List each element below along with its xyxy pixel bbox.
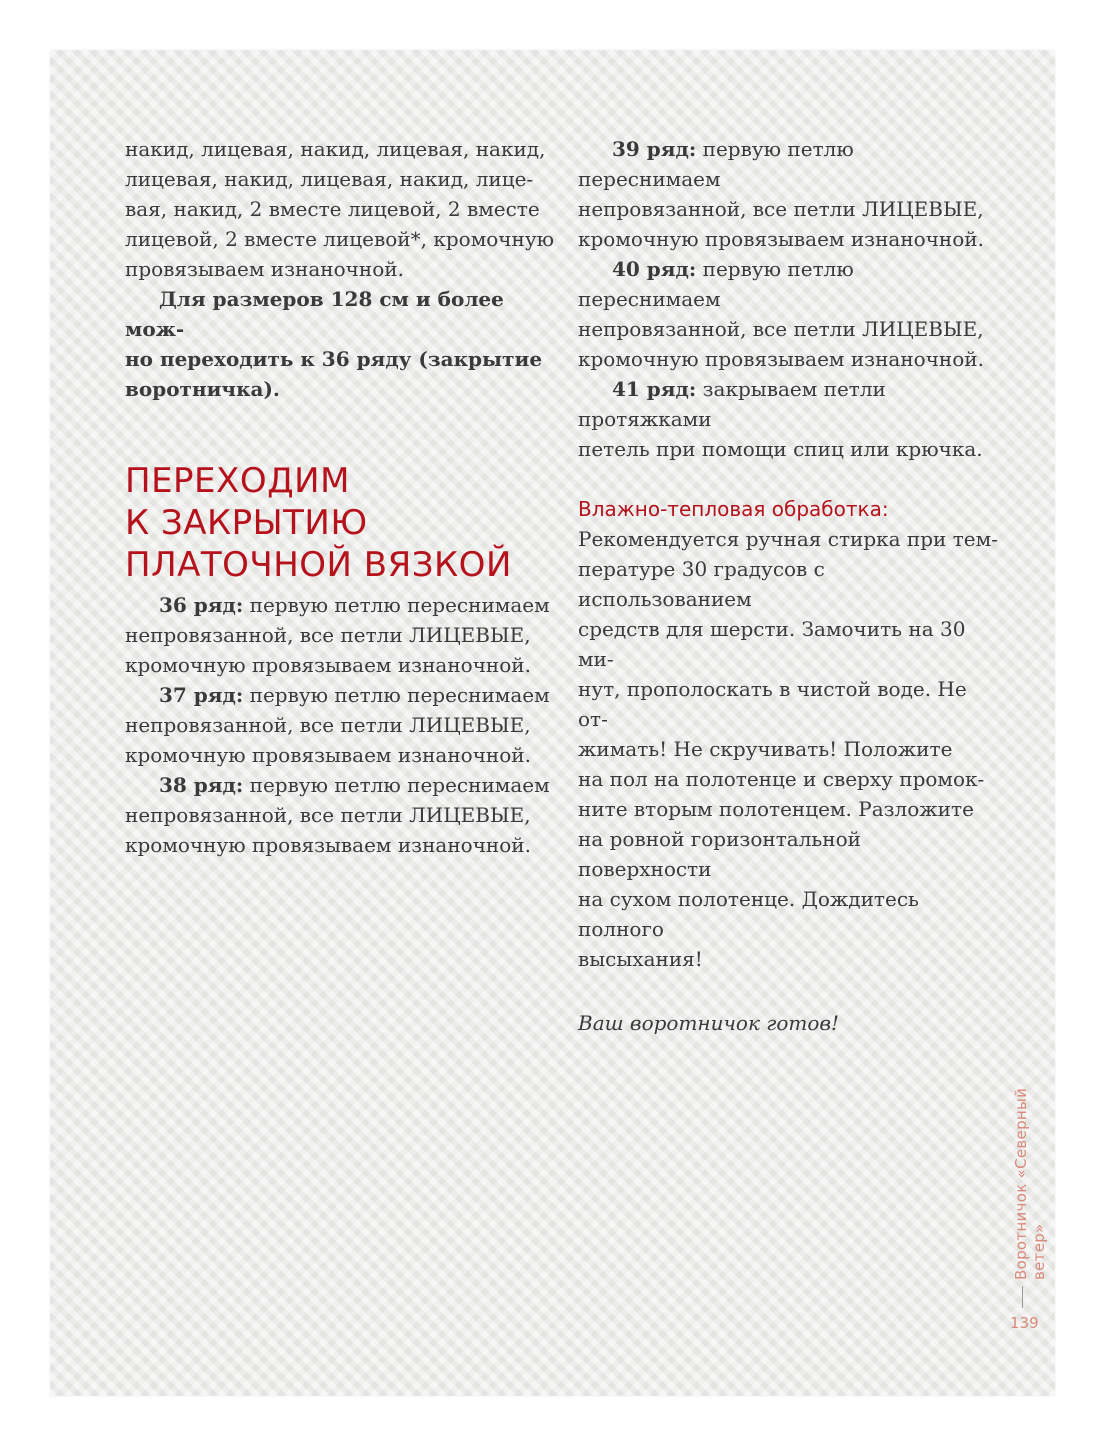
heading-line: ПЛАТОЧНОЙ ВЯЗКОЙ — [125, 545, 512, 585]
text-line: Рекомендуется ручная стирка при тем- — [578, 527, 998, 551]
text-line: но переходить к 36 ряду (закрытие — [125, 347, 543, 371]
text-line: на пол на полотенце и сверху промок- — [578, 767, 985, 791]
text-line: первую петлю переснимаем — [243, 773, 550, 797]
right-column — [578, 134, 998, 1038]
text-line: петель при помощи спиц или крючка. — [578, 437, 983, 461]
text-line: первую петлю переснимаем — [243, 593, 550, 617]
text-line: вая, накид, 2 вместе лицевой, 2 вместе — [125, 197, 540, 221]
text-line: нут, прополоскать в чистой воде. Не от- — [578, 677, 967, 731]
row-label: 36 ряд: — [159, 593, 244, 617]
text-line: непровязанной, все петли ЛИЦЕВЫЕ, — [578, 317, 984, 341]
row-instruction-40 — [578, 254, 998, 374]
text-line: накид, лицевая, накид, лицевая, накид, — [125, 137, 546, 161]
text-line: кромочную провязываем изнаночной. — [578, 227, 984, 251]
running-title: Воротничок «Северный ветер» — [1012, 1087, 1048, 1280]
text-line: первую петлю переснимаем — [243, 683, 550, 707]
care-paragraph — [578, 524, 998, 974]
divider — [1022, 1286, 1023, 1308]
text-line: Для размеров 128 см и более мож- — [125, 287, 504, 341]
text-line: кромочную провязываем изнаночной. — [578, 347, 984, 371]
text-line: непровязанной, все петли ЛИЦЕВЫЕ, — [578, 197, 984, 221]
text-line: первую петлю переснимаем — [578, 257, 854, 311]
size-note — [125, 284, 565, 404]
text-line: закрываем петли протяжками — [578, 377, 886, 431]
closing-line: Ваш воротничок готов! — [578, 1011, 840, 1035]
text-line: высыхания! — [578, 947, 703, 971]
text-line: средств для шерсти. Замочить на 30 ми- — [578, 617, 966, 671]
heading-line: ПЕРЕХОДИМ — [125, 461, 350, 501]
page-number: 139 — [1010, 1314, 1039, 1332]
text-line: непровязанной, все петли ЛИЦЕВЫЕ, — [125, 713, 531, 737]
text-line: непровязанной, все петли ЛИЦЕВЫЕ, — [125, 623, 531, 647]
text-line: воротничка). — [125, 377, 280, 401]
row-label: 39 ряд: — [612, 137, 697, 161]
continuation-paragraph — [125, 134, 565, 284]
row-label: 41 ряд: — [612, 377, 697, 401]
text-line: жимать! Не скручивать! Положите — [578, 737, 953, 761]
text-line: кромочную провязываем изнаночной. — [125, 653, 531, 677]
text-line: пературе 30 градусов с использованием — [578, 557, 825, 611]
row-instruction-36 — [125, 590, 565, 680]
heading-line: К ЗАКРЫТИЮ — [125, 503, 368, 543]
row-label: 37 ряд: — [159, 683, 244, 707]
care-heading: Влажно-тепловая обработка: — [578, 497, 889, 521]
book-page — [50, 50, 1055, 1396]
row-label: 38 ряд: — [159, 773, 244, 797]
text-line: ните вторым полотенцем. Разложите — [578, 797, 974, 821]
text-line: лицевой, 2 вместе лицевой*, кромочную — [125, 227, 555, 251]
text-line: непровязанной, все петли ЛИЦЕВЫЕ, — [125, 803, 531, 827]
text-line: кромочную провязываем изнаночной. — [125, 833, 531, 857]
text-line: провязываем изнаночной. — [125, 257, 404, 281]
row-instruction-38 — [125, 770, 565, 860]
row-instruction-39 — [578, 134, 998, 254]
text-line: лицевая, накид, лицевая, накид, лице- — [125, 167, 534, 191]
row-label: 40 ряд: — [612, 257, 697, 281]
text-line: на ровной горизонтальной поверхности — [578, 827, 861, 881]
text-line: первую петлю переснимаем — [578, 137, 854, 191]
section-heading — [125, 460, 565, 586]
text-line: на сухом полотенце. Дождитесь полного — [578, 887, 919, 941]
text-line: кромочную провязываем изнаночной. — [125, 743, 531, 767]
row-instruction-41 — [578, 374, 998, 464]
row-instruction-37 — [125, 680, 565, 770]
left-column — [125, 134, 565, 860]
